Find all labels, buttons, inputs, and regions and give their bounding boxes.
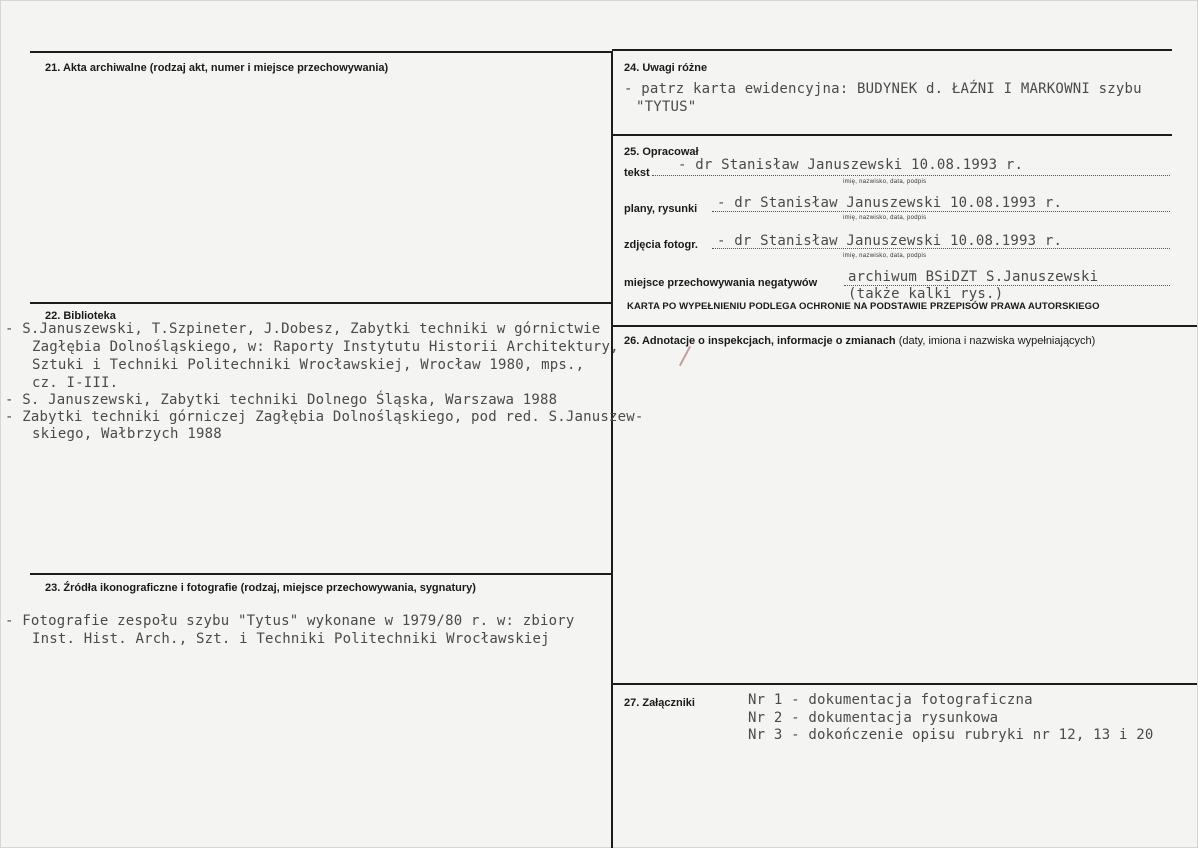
copyright-notice: KARTA PO WYPEŁNIENIU PODLEGA OCHRONIE NA PODSTAWIE PRZEPISÓW PRAWA AUTORSKIEGO xyxy=(627,301,1100,312)
rule-27 xyxy=(612,683,1197,685)
s25-photos-value: - dr Stanisław Januszewski 10.08.1993 r. xyxy=(717,233,1063,249)
section-22-label: 22. Biblioteka xyxy=(45,310,116,322)
s25-text-value: - dr Stanisław Januszewski 10.08.1993 r. xyxy=(678,157,1024,173)
s27-line: Nr 1 - dokumentacja fotograficzna xyxy=(748,692,1033,708)
section-23-label: 23. Źródła ikonograficzne i fotografie (rodzaj, miejsce przechowywania, sygnatury) xyxy=(45,582,476,594)
rule-23 xyxy=(30,573,612,575)
s25-photos-label: zdjęcia fotogr. xyxy=(624,239,698,251)
s22-line: Zagłębia Dolnośląskiego, w: Raporty Instytutu Historii Architektury, xyxy=(32,339,619,355)
s25-text-label: tekst xyxy=(624,167,650,179)
top-rule-left xyxy=(30,51,612,53)
s25-plans-value: - dr Stanisław Januszewski 10.08.1993 r. xyxy=(717,195,1063,211)
rule-25 xyxy=(612,134,1172,136)
s25-plans-sub: imię, nazwisko, data, podpis xyxy=(843,215,927,221)
section-24-label: 24. Uwagi różne xyxy=(624,62,708,74)
s23-line: - Fotografie zespołu szybu "Tytus" wykonane w 1979/80 r. w: zbiory xyxy=(5,613,575,629)
s22-line: - Zabytki techniki górniczej Zagłębia Dolnośląskiego, pod red. S.Januszew- xyxy=(5,409,644,425)
s22-line: - S. Januszewski, Zabytki techniki Dolnego Śląska, Warszawa 1988 xyxy=(5,392,558,408)
section-26-label-tail: (daty, imiona i nazwiska wypełniających) xyxy=(898,335,1096,347)
s22-line: skiego, Wałbrzych 1988 xyxy=(32,426,222,442)
rule-26 xyxy=(612,325,1197,327)
s24-line: - patrz karta ewidencyjna: BUDYNEK d. ŁAŹNI I MARKOWNI szybu xyxy=(624,81,1142,97)
s27-line: Nr 3 - dokończenie opisu rubryki nr 12, 13 i 20 xyxy=(748,727,1154,743)
s27-line: Nr 2 - dokumentacja rysunkowa xyxy=(748,710,999,726)
s22-line: - S.Januszewski, T.Szpineter, J.Dobesz, Zabytki techniki w górnictwie xyxy=(5,321,601,337)
rule-22 xyxy=(30,302,612,304)
s25-negatives-line: archiwum BSiDZT S.Januszewski xyxy=(848,269,1099,285)
center-divider xyxy=(611,51,613,848)
s25-plans-dotline xyxy=(712,211,1170,212)
top-rule-right xyxy=(612,49,1172,51)
section-27-label: 27. Załączniki xyxy=(624,697,695,709)
s24-line: "TYTUS" xyxy=(636,99,697,115)
s23-line: Inst. Hist. Arch., Szt. i Techniki Politechniki Wrocławskiej xyxy=(32,631,550,647)
s25-text-sub: imię, nazwisko, data, podpis xyxy=(843,179,927,185)
section-25-label: 25. Opracował xyxy=(624,146,699,158)
section-26-label xyxy=(624,335,1095,347)
s25-negatives-line: (także kalki rys.) xyxy=(848,286,1004,302)
s25-negatives-label: miejsce przechowywania negatywów xyxy=(624,277,818,289)
s25-text-dotline xyxy=(652,175,1170,176)
s25-photos-dotline xyxy=(712,248,1170,249)
s22-line: cz. I-III. xyxy=(32,375,119,391)
s25-plans-label: plany, rysunki xyxy=(624,203,698,215)
s25-photos-sub: imię, nazwisko, data, podpis xyxy=(843,253,927,259)
section-26-label-main: 26. Adnotacje o inspekcjach, informacje o zmianach xyxy=(624,335,896,347)
section-21-label: 21. Akta archiwalne (rodzaj akt, numer i miejsce przechowywania) xyxy=(45,62,389,74)
s22-line: Sztuki i Techniki Politechniki Wrocławskiej, Wrocław 1980, mps., xyxy=(32,357,585,373)
